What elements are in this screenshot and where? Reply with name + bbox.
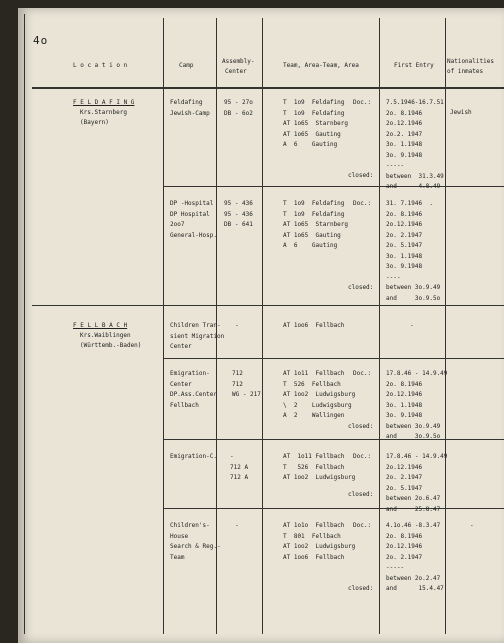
- column-divider: [163, 18, 164, 634]
- entry-cell: 4.1o.46 -8.3.47 2o. 8.1946 2o.12.1946 2o. 2.1947 ----- between 2o.2.47 and 15.4.47: [386, 522, 444, 592]
- closed-label: closed:: [348, 585, 374, 592]
- header-assembly-line1: Assembly-: [222, 58, 255, 65]
- closed-label: closed:: [348, 284, 374, 291]
- doc-label: Doc.:: [353, 200, 372, 207]
- team-cell: T 1o9 Feldafing T 1o9 Feldafing AT 1o65 Starnberg AT 1o65 Gauting A 6 Gauting: [283, 200, 349, 249]
- team-cell: AT 1o11 Fellbach T 526 Fellbach AT 1oo2 Ludwigsburg \ 2 Ludwigsburg A 2 Wallingen: [283, 370, 356, 419]
- header-nationalities-line2: of inmates: [447, 68, 484, 75]
- team-cell: T 1o9 Feldafing T 1o9 Feldafing AT 1o65 Starnberg AT 1o65 Gauting A 6 Gauting: [283, 99, 349, 148]
- assembly-cell: -: [235, 522, 239, 529]
- location-district: Krs.Starnberg: [80, 109, 127, 116]
- camp-cell: DP -Hospital DP Hospital 2oo7 General-Hosp.: [170, 200, 217, 239]
- closed-label: closed:: [348, 491, 374, 498]
- camp-cell: Children Tran- sient Migration Center: [170, 322, 225, 350]
- entry-cell: 7.5.1946-16.7.51 2o. 8.1946 2o.12.1946 2o.2. 1947 3o. 1.1948 3o. 9.1948 ----- between 31.3.49 and 4.8.49: [386, 99, 444, 190]
- doc-label: Doc.:: [353, 522, 372, 529]
- header-camp: Camp: [179, 62, 194, 69]
- row-divider: [163, 186, 504, 187]
- row-divider: [163, 358, 504, 359]
- assembly-cell: 95 - 27o DB - 6o2: [224, 99, 253, 117]
- closed-label: closed:: [348, 172, 374, 179]
- header-nationalities-line1: Nationalities: [447, 58, 494, 65]
- location-district: Krs.Waiblingen: [80, 332, 131, 339]
- doc-label: Doc.:: [353, 99, 372, 106]
- assembly-cell: 95 - 436 95 - 436 DB - 641: [224, 200, 253, 228]
- team-cell: AT 1o1o Fellbach T 801 Fellbach AT 1oo2 Ludwigsburg AT 1oo6 Fellbach: [283, 522, 356, 561]
- nationality-cell: -: [470, 522, 474, 529]
- header-location: L o c a t i o n: [73, 62, 128, 69]
- row-divider: [163, 508, 504, 509]
- nationality-cell: Jewish: [450, 109, 472, 116]
- location-name: F E L D A F I N G: [73, 99, 135, 106]
- header-rule: [32, 87, 504, 89]
- camp-cell: Emigration-C.: [170, 453, 217, 460]
- header-assembly-line2: Center: [225, 68, 247, 75]
- header-team: Team, Area-Team, Area: [283, 62, 359, 69]
- column-divider: [379, 18, 380, 634]
- column-divider: [262, 18, 263, 634]
- header-first-entry: First Entry: [394, 62, 434, 69]
- location-state: (Württemb.-Baden): [80, 342, 142, 349]
- doc-label: Doc.:: [353, 453, 372, 460]
- location-name: F E L L B A C H: [73, 322, 128, 329]
- team-cell: AT 1o11 Fellbach T 526 Fellbach AT 1oo2 Ludwigsburg: [283, 453, 356, 481]
- entry-cell: -: [410, 322, 414, 329]
- entry-cell: 17.8.46 - 14.9.49 2o.12.1946 2o. 2.1947 2o. 5.1947 between 2o.6.47 and 25.8.47: [386, 453, 448, 513]
- document-page: [18, 8, 504, 643]
- page-number: 4o: [33, 34, 49, 47]
- column-divider: [445, 18, 446, 634]
- assembly-cell: - 712 A 712 A: [230, 453, 249, 481]
- camp-cell: Feldafing Jewish-Camp: [170, 99, 210, 117]
- left-margin-rule: [24, 14, 25, 634]
- closed-label: closed:: [348, 423, 374, 430]
- camp-cell: Children's- House Search & Reg.- Team: [170, 522, 221, 561]
- row-divider: [163, 439, 504, 440]
- location-state: (Bayern): [80, 119, 109, 126]
- entry-cell: 31. 7.1946 . 2o. 8.1946 2o.12.1946 2o. 2.1947 2o. 5.1947 3o. 1.1948 3o. 9.1948 ---- between 3o.9.49 and 3o.9.5o: [386, 200, 441, 302]
- assembly-cell: -: [235, 322, 239, 329]
- camp-cell: Emigration- Center DP.Ass.Center Fellbach: [170, 370, 217, 409]
- assembly-cell: 712 712 WG - 217: [232, 370, 261, 398]
- entry-cell: 17.8.46 - 14.9.49 2o. 8.1946 2o.12.1946 3o. 1.1948 3o. 9.1948 between 3o.9.49 and 3o.9.5o: [386, 370, 448, 440]
- doc-label: Doc.:: [353, 370, 372, 377]
- section-divider: [32, 305, 504, 306]
- team-cell: AT 1oo6 Fellbach: [283, 322, 345, 329]
